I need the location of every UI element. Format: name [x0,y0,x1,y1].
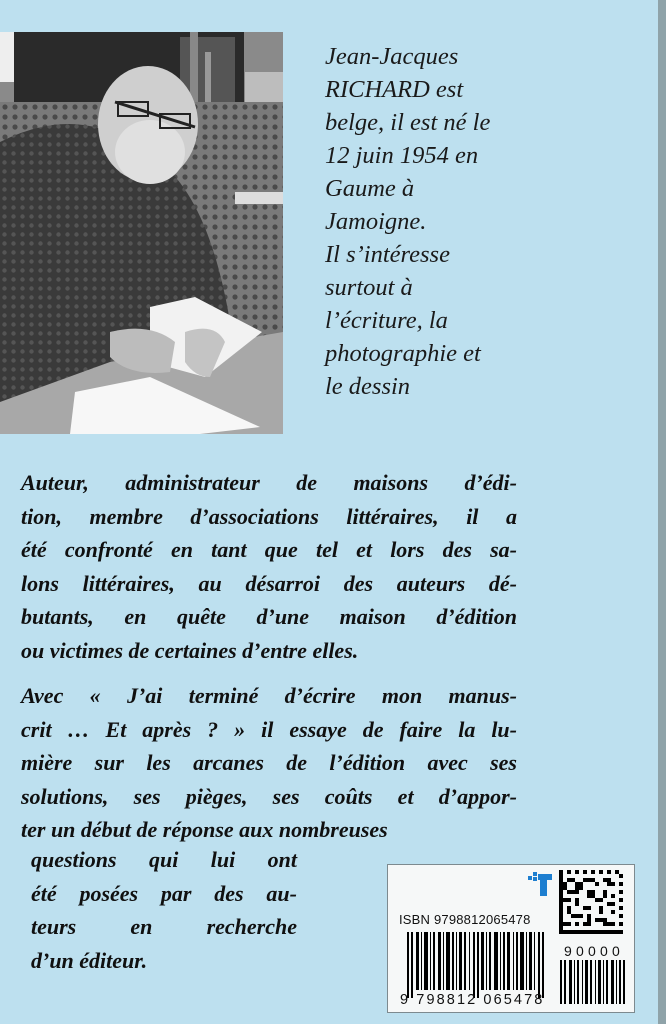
cover-edge-shadow [658,0,666,1024]
bio-line: Jamoigne. [325,208,427,235]
isbn-barcode-box [387,864,635,1013]
bio-line: Il s’intéresse [325,241,450,268]
description-paragraph-3 [31,843,297,977]
paragraph-line: été posées par des au- [31,880,297,906]
ean13-barcode [407,932,547,998]
paragraph-line: solutions, ses pièges, ses coûts et d’appor- [21,783,517,809]
paragraph-line: lons littéraires, au désarroi des auteurs dé- [21,570,517,596]
isbn-label: ISBN 9798812065478 [399,912,531,927]
bio-line: belge, il est né le [325,109,491,136]
publisher-logo-icon [528,872,554,898]
paragraph-line: ou victimes de certaines d’entre elles. [21,637,359,663]
paragraph-line: d’un éditeur. [31,947,148,973]
bio-line: RICHARD est [325,76,464,103]
bio-line: Jean-Jacques [325,43,459,70]
bio-line: l’écriture, la [325,307,448,334]
bio-line: 12 juin 1954 en [325,142,479,169]
author-bio [325,40,555,403]
price-code: 90000 [564,943,624,959]
paragraph-line: butants, en quête d’une maison d’édition [21,604,517,629]
description-paragraph-2 [21,679,517,847]
author-photo [0,32,283,434]
paragraph-line: Auteur, administrateur de maisons d’édi- [21,470,517,495]
isbn-digits: 9 798812 065478 [400,992,545,1008]
bio-line: photographie et [325,340,481,367]
paragraph-line: questions qui lui ont [31,847,297,872]
paragraph-line: tion, membre d’associations littéraires, il a [21,503,517,529]
paragraph-line: teurs en recherche [31,914,297,939]
datamatrix-code [559,870,623,934]
description-paragraph-1 [21,466,517,667]
bio-line: le dessin [325,373,411,400]
paragraph-line: Avec « J’ai terminé d’écrire mon manus- [21,683,517,708]
paragraph-line: ter un début de réponse aux nombreuses [21,817,388,842]
bio-line: surtout à [325,274,413,301]
addon-barcode [560,960,626,1004]
paragraph-line: crit … Et après ? » il essaye de faire la lu- [21,716,517,742]
paragraph-line: été confronté en tant que tel et lors des sa- [21,537,517,562]
paragraph-line: mière sur les arcanes de l’édition avec ses [21,750,517,775]
bio-line: Gaume à [325,175,415,202]
author-photo-image [0,32,283,434]
